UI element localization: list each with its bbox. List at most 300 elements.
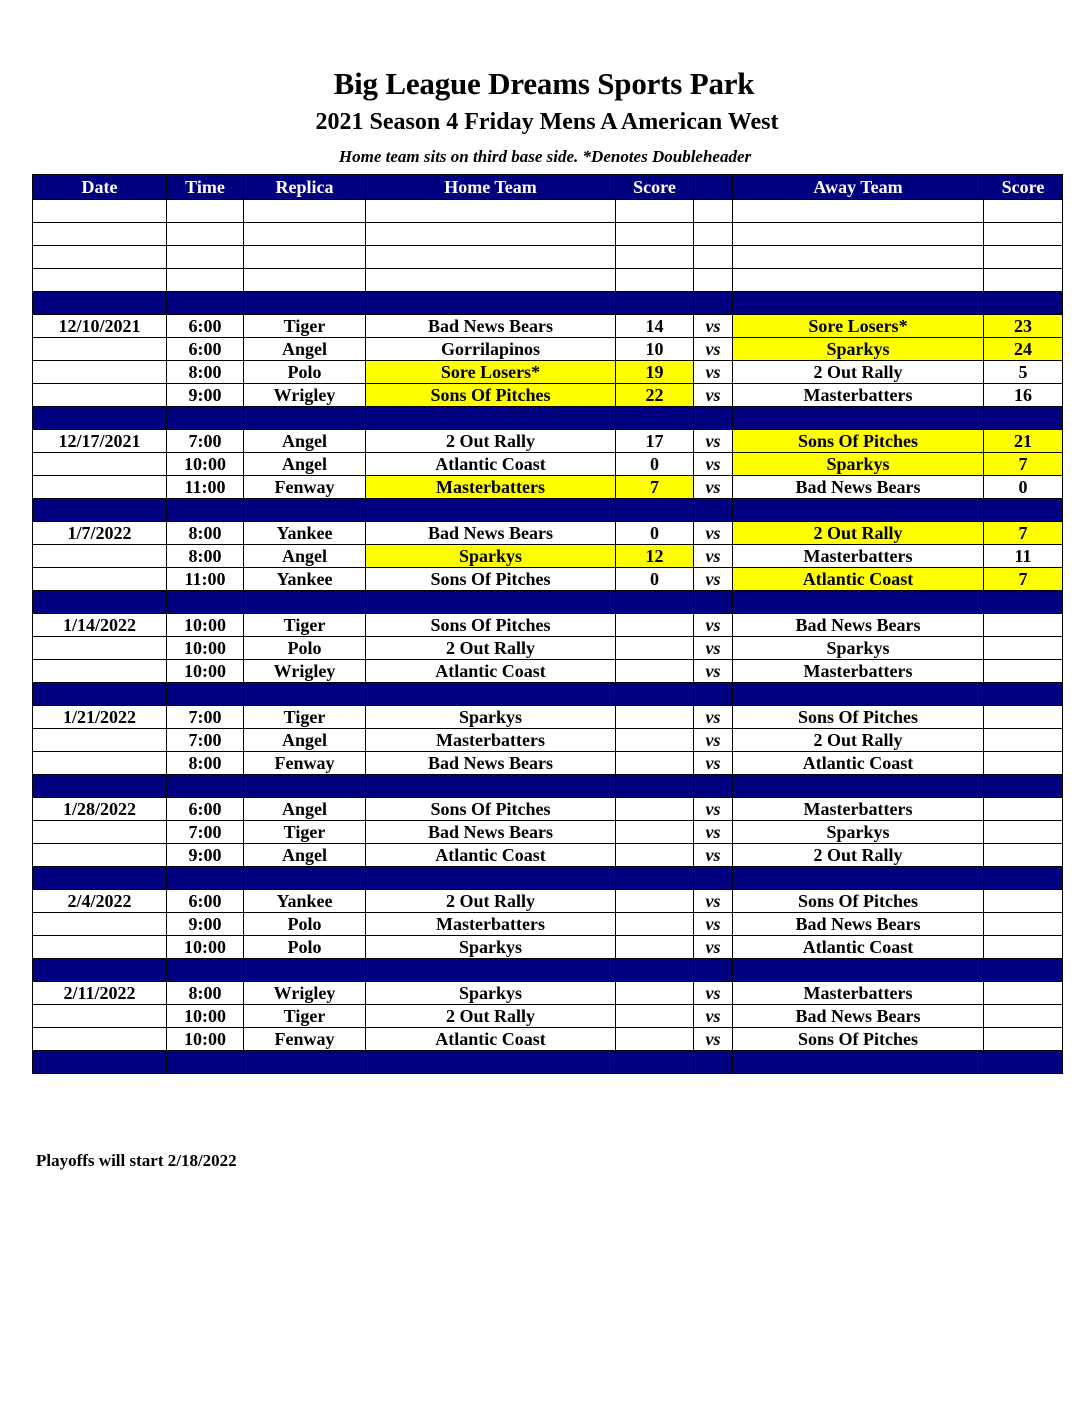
game-row [33,821,1063,844]
game-row [33,637,1063,660]
time-cell: 6:00 [167,798,244,821]
away-team-cell: Atlantic Coast [733,752,984,775]
blank-cell [984,223,1063,246]
separator-cell [733,407,984,430]
blank-cell [244,223,366,246]
game-row [33,706,1063,729]
date-cell [33,361,167,384]
date-cell [33,660,167,683]
replica-cell: Fenway [244,476,366,499]
blank-cell [167,200,244,223]
home-score-cell [616,821,694,844]
vs-cell: vs [694,844,733,867]
time-cell: 6:00 [167,315,244,338]
vs-cell: vs [694,729,733,752]
blank-cell [984,269,1063,292]
game-row [33,545,1063,568]
game-row [33,752,1063,775]
home-score-cell: 19 [616,361,694,384]
separator-cell [33,1051,167,1074]
blank-cell [616,223,694,246]
separator-cell [616,591,694,614]
away-team-cell: Sore Losers* [733,315,984,338]
replica-cell: Angel [244,545,366,568]
separator-cell [733,1051,984,1074]
away-team-cell: 2 Out Rally [733,729,984,752]
blank-cell [33,200,167,223]
replica-cell: Angel [244,844,366,867]
table-header-row [33,175,1063,200]
home-score-cell [616,752,694,775]
away-team-cell: Bad News Bears [733,913,984,936]
blank-row [33,269,1063,292]
home-team-cell: Masterbatters [366,913,616,936]
time-cell: 10:00 [167,1028,244,1051]
home-team-cell: Gorrilapinos [366,338,616,361]
home-team-cell: Atlantic Coast [366,1028,616,1051]
game-row [33,476,1063,499]
game-row [33,361,1063,384]
time-cell: 8:00 [167,361,244,384]
away-team-cell: Atlantic Coast [733,936,984,959]
separator-cell [167,1051,244,1074]
home-score-cell [616,1005,694,1028]
home-score-cell: 10 [616,338,694,361]
game-row [33,384,1063,407]
replica-cell: Yankee [244,522,366,545]
separator-cell [366,959,616,982]
separator-cell [33,683,167,706]
away-score-cell: 11 [984,545,1063,568]
blank-cell [694,246,733,269]
home-score-cell [616,936,694,959]
home-team-cell: Atlantic Coast [366,844,616,867]
time-cell: 9:00 [167,384,244,407]
date-cell [33,844,167,867]
game-row [33,729,1063,752]
separator-cell [33,591,167,614]
date-cell [33,476,167,499]
replica-cell: Tiger [244,706,366,729]
separator-cell [616,683,694,706]
separator-cell [366,683,616,706]
away-score-cell [984,821,1063,844]
date-cell [33,1005,167,1028]
game-row [33,890,1063,913]
blank-cell [366,223,616,246]
away-score-cell [984,913,1063,936]
home-score-cell [616,1028,694,1051]
home-score-cell: 0 [616,568,694,591]
date-cell: 1/7/2022 [33,522,167,545]
away-team-cell: 2 Out Rally [733,522,984,545]
away-team-cell: Atlantic Coast [733,568,984,591]
separator-cell [244,867,366,890]
col-header-away-score: Score [984,175,1063,200]
vs-cell: vs [694,545,733,568]
away-team-cell: Bad News Bears [733,1005,984,1028]
separator-cell [244,591,366,614]
date-cell [33,453,167,476]
away-team-cell: 2 Out Rally [733,361,984,384]
vs-cell: vs [694,384,733,407]
home-team-cell: Sparkys [366,706,616,729]
blank-cell [733,200,984,223]
separator-row [33,407,1063,430]
home-team-cell: Atlantic Coast [366,660,616,683]
blank-cell [694,223,733,246]
separator-cell [167,775,244,798]
game-row [33,660,1063,683]
date-cell: 1/28/2022 [33,798,167,821]
separator-cell [167,683,244,706]
vs-cell: vs [694,890,733,913]
home-score-cell [616,614,694,637]
separator-cell [616,959,694,982]
away-score-cell [984,798,1063,821]
blank-cell [694,269,733,292]
away-score-cell [984,982,1063,1005]
col-header-time: Time [167,175,244,200]
away-score-cell [984,729,1063,752]
vs-cell: vs [694,660,733,683]
separator-cell [694,499,733,522]
replica-cell: Angel [244,430,366,453]
date-cell: 12/17/2021 [33,430,167,453]
time-cell: 11:00 [167,568,244,591]
date-cell [33,545,167,568]
game-row [33,936,1063,959]
date-cell [33,936,167,959]
separator-cell [616,867,694,890]
away-score-cell [984,660,1063,683]
away-score-cell: 7 [984,453,1063,476]
home-score-cell: 14 [616,315,694,338]
home-score-cell: 0 [616,453,694,476]
separator-cell [984,1051,1063,1074]
separator-cell [366,775,616,798]
home-score-cell: 0 [616,522,694,545]
vs-cell: vs [694,982,733,1005]
replica-cell: Wrigley [244,660,366,683]
vs-cell: vs [694,913,733,936]
separator-row [33,775,1063,798]
blank-cell [733,269,984,292]
blank-cell [616,200,694,223]
blank-cell [694,200,733,223]
separator-cell [167,407,244,430]
time-cell: 11:00 [167,476,244,499]
game-row [33,568,1063,591]
vs-cell: vs [694,637,733,660]
time-cell: 10:00 [167,1005,244,1028]
away-score-cell: 7 [984,568,1063,591]
separator-cell [733,499,984,522]
home-team-cell: Sparkys [366,982,616,1005]
home-score-cell: 17 [616,430,694,453]
separator-row [33,959,1063,982]
away-score-cell: 5 [984,361,1063,384]
date-cell [33,752,167,775]
separator-cell [33,407,167,430]
blank-cell [366,200,616,223]
vs-cell: vs [694,614,733,637]
home-team-cell: Bad News Bears [366,315,616,338]
replica-cell: Angel [244,798,366,821]
game-row [33,1028,1063,1051]
away-score-cell [984,1028,1063,1051]
time-cell: 8:00 [167,982,244,1005]
home-team-cell: 2 Out Rally [366,890,616,913]
separator-cell [984,292,1063,315]
date-cell [33,913,167,936]
separator-cell [244,292,366,315]
blank-cell [33,269,167,292]
away-score-cell: 21 [984,430,1063,453]
separator-cell [33,867,167,890]
time-cell: 7:00 [167,706,244,729]
home-score-cell: 12 [616,545,694,568]
col-header-vs [694,175,733,200]
replica-cell: Polo [244,936,366,959]
game-row [33,614,1063,637]
game-row [33,982,1063,1005]
separator-cell [733,292,984,315]
away-team-cell: Masterbatters [733,384,984,407]
separator-cell [366,591,616,614]
away-team-cell: Masterbatters [733,660,984,683]
time-cell: 7:00 [167,729,244,752]
date-cell [33,1028,167,1051]
schedule-note: Home team sits on third base side. *Denotes Doubleheader [338,147,752,166]
schedule-table [32,174,1063,1074]
date-cell [33,338,167,361]
vs-cell: vs [694,821,733,844]
separator-cell [984,959,1063,982]
separator-row [33,292,1063,315]
home-team-cell: Sons Of Pitches [366,568,616,591]
time-cell: 8:00 [167,522,244,545]
separator-row [33,867,1063,890]
separator-cell [167,959,244,982]
time-cell: 9:00 [167,844,244,867]
away-score-cell [984,936,1063,959]
separator-cell [244,499,366,522]
blank-cell [244,200,366,223]
vs-cell: vs [694,361,733,384]
separator-cell [616,292,694,315]
vs-cell: vs [694,338,733,361]
replica-cell: Yankee [244,568,366,591]
separator-cell [984,591,1063,614]
vs-cell: vs [694,1028,733,1051]
blank-cell [733,223,984,246]
blank-row [33,223,1063,246]
away-team-cell: Masterbatters [733,545,984,568]
home-score-cell [616,982,694,1005]
home-team-cell: Sparkys [366,936,616,959]
away-team-cell: Bad News Bears [733,476,984,499]
separator-cell [244,683,366,706]
home-team-cell: 2 Out Rally [366,637,616,660]
time-cell: 8:00 [167,752,244,775]
blank-cell [616,269,694,292]
page-title: Big League Dreams Sports Park [333,66,755,101]
away-score-cell [984,844,1063,867]
separator-cell [244,1051,366,1074]
separator-cell [167,867,244,890]
home-team-cell: 2 Out Rally [366,430,616,453]
separator-cell [733,775,984,798]
separator-cell [694,1051,733,1074]
time-cell: 10:00 [167,936,244,959]
home-score-cell [616,729,694,752]
separator-cell [616,499,694,522]
away-team-cell: Sparkys [733,453,984,476]
replica-cell: Tiger [244,821,366,844]
away-score-cell [984,637,1063,660]
home-team-cell: Masterbatters [366,476,616,499]
separator-cell [984,775,1063,798]
separator-cell [616,775,694,798]
vs-cell: vs [694,522,733,545]
date-cell: 12/10/2021 [33,315,167,338]
time-cell: 8:00 [167,545,244,568]
vs-cell: vs [694,315,733,338]
home-team-cell: Sons Of Pitches [366,798,616,821]
home-team-cell: Sons Of Pitches [366,384,616,407]
blank-row [33,246,1063,269]
col-header-home-score: Score [616,175,694,200]
home-score-cell [616,706,694,729]
blank-cell [984,200,1063,223]
blank-cell [733,246,984,269]
home-score-cell: 7 [616,476,694,499]
away-score-cell: 7 [984,522,1063,545]
away-team-cell: Sparkys [733,338,984,361]
date-cell: 2/4/2022 [33,890,167,913]
separator-cell [733,591,984,614]
blank-row [33,200,1063,223]
replica-cell: Wrigley [244,982,366,1005]
time-cell: 7:00 [167,430,244,453]
separator-cell [244,775,366,798]
away-score-cell: 16 [984,384,1063,407]
separator-row [33,591,1063,614]
separator-row [33,683,1063,706]
separator-cell [984,499,1063,522]
separator-cell [694,775,733,798]
blank-cell [984,246,1063,269]
replica-cell: Polo [244,361,366,384]
separator-cell [244,959,366,982]
game-row [33,315,1063,338]
away-score-cell [984,706,1063,729]
separator-cell [694,591,733,614]
replica-cell: Tiger [244,614,366,637]
away-team-cell: 2 Out Rally [733,844,984,867]
blank-cell [167,223,244,246]
separator-cell [694,683,733,706]
separator-cell [167,591,244,614]
date-cell [33,568,167,591]
vs-cell: vs [694,798,733,821]
schedule-body [33,200,1063,1074]
separator-cell [366,292,616,315]
vs-cell: vs [694,706,733,729]
separator-row [33,1051,1063,1074]
home-score-cell [616,660,694,683]
date-cell [33,637,167,660]
separator-cell [366,1051,616,1074]
blank-cell [244,246,366,269]
replica-cell: Angel [244,338,366,361]
separator-cell [984,683,1063,706]
home-team-cell: Atlantic Coast [366,453,616,476]
replica-cell: Polo [244,913,366,936]
col-header-home-team: Home Team [366,175,616,200]
col-header-date: Date [33,175,167,200]
home-team-cell: Bad News Bears [366,752,616,775]
away-score-cell [984,614,1063,637]
time-cell: 10:00 [167,614,244,637]
time-cell: 10:00 [167,660,244,683]
blank-cell [167,246,244,269]
blank-cell [33,246,167,269]
replica-cell: Angel [244,729,366,752]
time-cell: 10:00 [167,637,244,660]
away-score-cell [984,890,1063,913]
separator-cell [694,292,733,315]
replica-cell: Yankee [244,890,366,913]
game-row [33,913,1063,936]
vs-cell: vs [694,752,733,775]
date-cell [33,729,167,752]
home-score-cell [616,913,694,936]
away-team-cell: Sons Of Pitches [733,1028,984,1051]
separator-cell [167,499,244,522]
game-row [33,844,1063,867]
blank-cell [366,269,616,292]
col-header-away-team: Away Team [733,175,984,200]
away-score-cell [984,1005,1063,1028]
away-team-cell: Sparkys [733,637,984,660]
blank-cell [616,246,694,269]
home-team-cell: 2 Out Rally [366,1005,616,1028]
blank-cell [33,223,167,246]
separator-cell [694,959,733,982]
vs-cell: vs [694,453,733,476]
home-score-cell [616,637,694,660]
season-subtitle: 2021 Season 4 Friday Mens A American West [315,109,779,135]
away-team-cell: Bad News Bears [733,614,984,637]
game-row [33,453,1063,476]
game-row [33,338,1063,361]
separator-cell [366,867,616,890]
vs-cell: vs [694,476,733,499]
away-team-cell: Masterbatters [733,982,984,1005]
time-cell: 6:00 [167,890,244,913]
game-row [33,430,1063,453]
home-team-cell: Bad News Bears [366,821,616,844]
game-row [33,522,1063,545]
separator-cell [33,499,167,522]
away-score-cell: 0 [984,476,1063,499]
separator-cell [366,407,616,430]
separator-row [33,499,1063,522]
date-cell: 1/14/2022 [33,614,167,637]
date-cell [33,821,167,844]
